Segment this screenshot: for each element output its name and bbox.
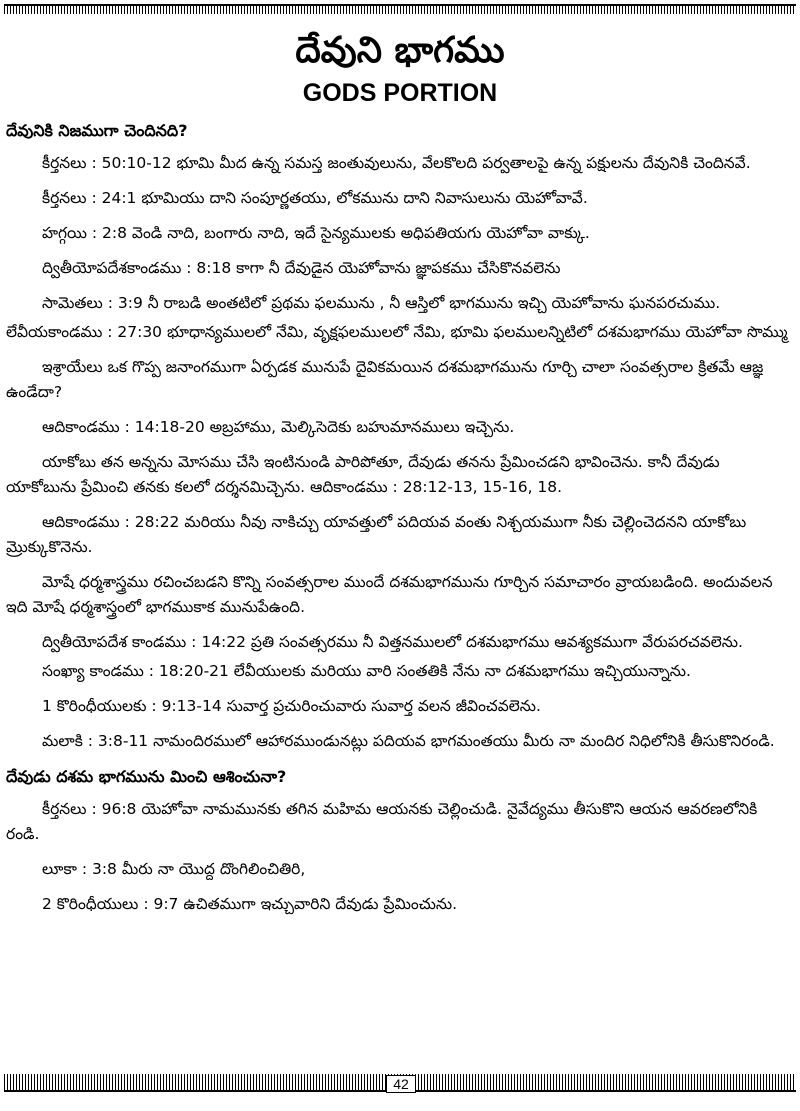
paragraph: సంఖ్యా కాండము : 18:20-21 లేవీయులకు మరియు వారి సంతతికి నేను నా దశమభాగము ఇచ్చియున్నాను.	[42, 662, 691, 680]
paragraph: ఆదికాండము : 14:18-20 అబ్రహాము, మెల్కిసెదెకు బహుమానములు ఇచ్చెను.	[42, 418, 515, 436]
top-border-band	[4, 4, 796, 14]
paragraph: హగ్గయి : 2:8 వెండి నాది, బంగారు నాది, ఇదే సైన్యములకు అధిపతియగు యెహోవా వాక్కు.	[42, 224, 590, 242]
paragraph: మలాకి : 3:8-11 నామందిరములో ఆహారముండునట్లు పదియవ భాగమంతయు మీరు నా మందిర నిధిలోనికి తీసుకొనిరండి.	[42, 732, 775, 750]
paragraph: కీర్తనలు : 24:1 భూమియు దాని సంపూర్ణతయు, లోకమును దాని నివాసులును యెహోవావే.	[42, 189, 588, 207]
paragraph: లూకా : 3:8 మీరు నా యొద్ద దొంగిలించితిరి,	[42, 860, 306, 878]
document-page	[6, 28, 794, 927]
paragraph: కీర్తనలు : 50:10-12 భూమి మీద ఉన్న సమస్త జంతువులును, వేలకొలది పర్వతాలపై ఉన్న పక్షులను దేవునికి చెందినవే.	[42, 154, 751, 172]
paragraph: 1 కొరింధీయులకు : 9:13-14 సువార్త ప్రచురించువారు సువార్త వలన జీవించవలెను.	[42, 697, 541, 715]
section-beyond-tithe	[6, 764, 794, 917]
paragraph: ఆదికాండము : 28:22 మరియు నీవు నాకిచ్చు యావత్తులో పదియవ వంతు నిశ్చయముగా నీకు చెల్లించెదనని యాకోబు మ్రొక్కుకొనెను.	[6, 513, 747, 556]
paragraph: 2 కొరింధీయులు : 9:7 ఉచితముగా ఇచ్చువారిని దేవుడు ప్రేమించును.	[42, 895, 458, 913]
section-what-belongs-to-god	[6, 118, 794, 754]
section-heading: దేవునికి నిజముగా చెందినది?	[6, 121, 188, 140]
page-number: 42	[386, 1075, 416, 1093]
page-title-telugu: దేవుని భాగము	[295, 30, 505, 71]
section-heading: దేవుడు దశమ భాగమును మించి ఆశించునా?	[6, 767, 287, 786]
paragraph: యాకోబు తన అన్నను మోసము చేసి ఇంటినుండి పారిపోతూ, దేవుడు తనను ప్రేమించడని భావించెను. కానీ దేవుడు యాకోబును ప్రేమించి తనకు కలలో దర్శనమిచ్చెను. ఆదికాండము : 28:12-13, 15-16, 18.	[6, 453, 720, 496]
paragraph: లేవీయకాండము : 27:30 భూధాన్యములలో నేమి, వృక్షఫలములలో నేమి, భూమి ఫలములన్నిటిలో దశమభాగము యెహోవా సొమ్ము	[6, 323, 788, 341]
paragraph: ద్వితీయోపదేశకాండము : 8:18 కాగా నీ దేవుడైన యెహోవాను జ్ఞాపకము చేసికొనవలెను	[42, 259, 561, 277]
paragraph: సామెతలు : 3:9 నీ రాబడి అంతటిలో ప్రథమ ఫలమును , నీ ఆస్తిలో భాగమును ఇచ్చి యెహోవాను ఘనపరచుము.	[42, 294, 721, 312]
page-title-english: GODS PORTION	[302, 79, 498, 107]
paragraph: ఇశ్రాయేలు ఒక గొప్ప జనాంగముగా ఏర్పడక మునుపే దైవికమయిన దశమభాగమును గూర్చి చాలా సంవత్సరాల క్రితమే ఆజ్ఞ ఉండేదా?	[6, 358, 764, 401]
paragraph: ద్వితీయోపదేశ కాండము : 14:22 ప్రతి సంవత్సరము నీ విత్తనములలో దశమభాగము ఆవశ్యకముగా వేరుపరచవలెను.	[42, 633, 743, 651]
paragraph: మోషే ధర్మశాస్త్రము రచించబడని కొన్ని సంవత్సరాల ముందే దశమభాగమును గూర్చిన సమాచారం వ్రాయబడింది. అందువలన ఇది మోషే ధర్మశాస్త్రంలో భాగముకాక మునుపేఉంది.	[6, 573, 773, 616]
paragraph: కీర్తనలు : 96:8 యెహోవా నామమునకు తగిన మహిమ ఆయనకు చెల్లించుడి. నైవేద్యము తీసుకొని ఆయన ఆవరణలోనికి రండి.	[6, 800, 758, 843]
